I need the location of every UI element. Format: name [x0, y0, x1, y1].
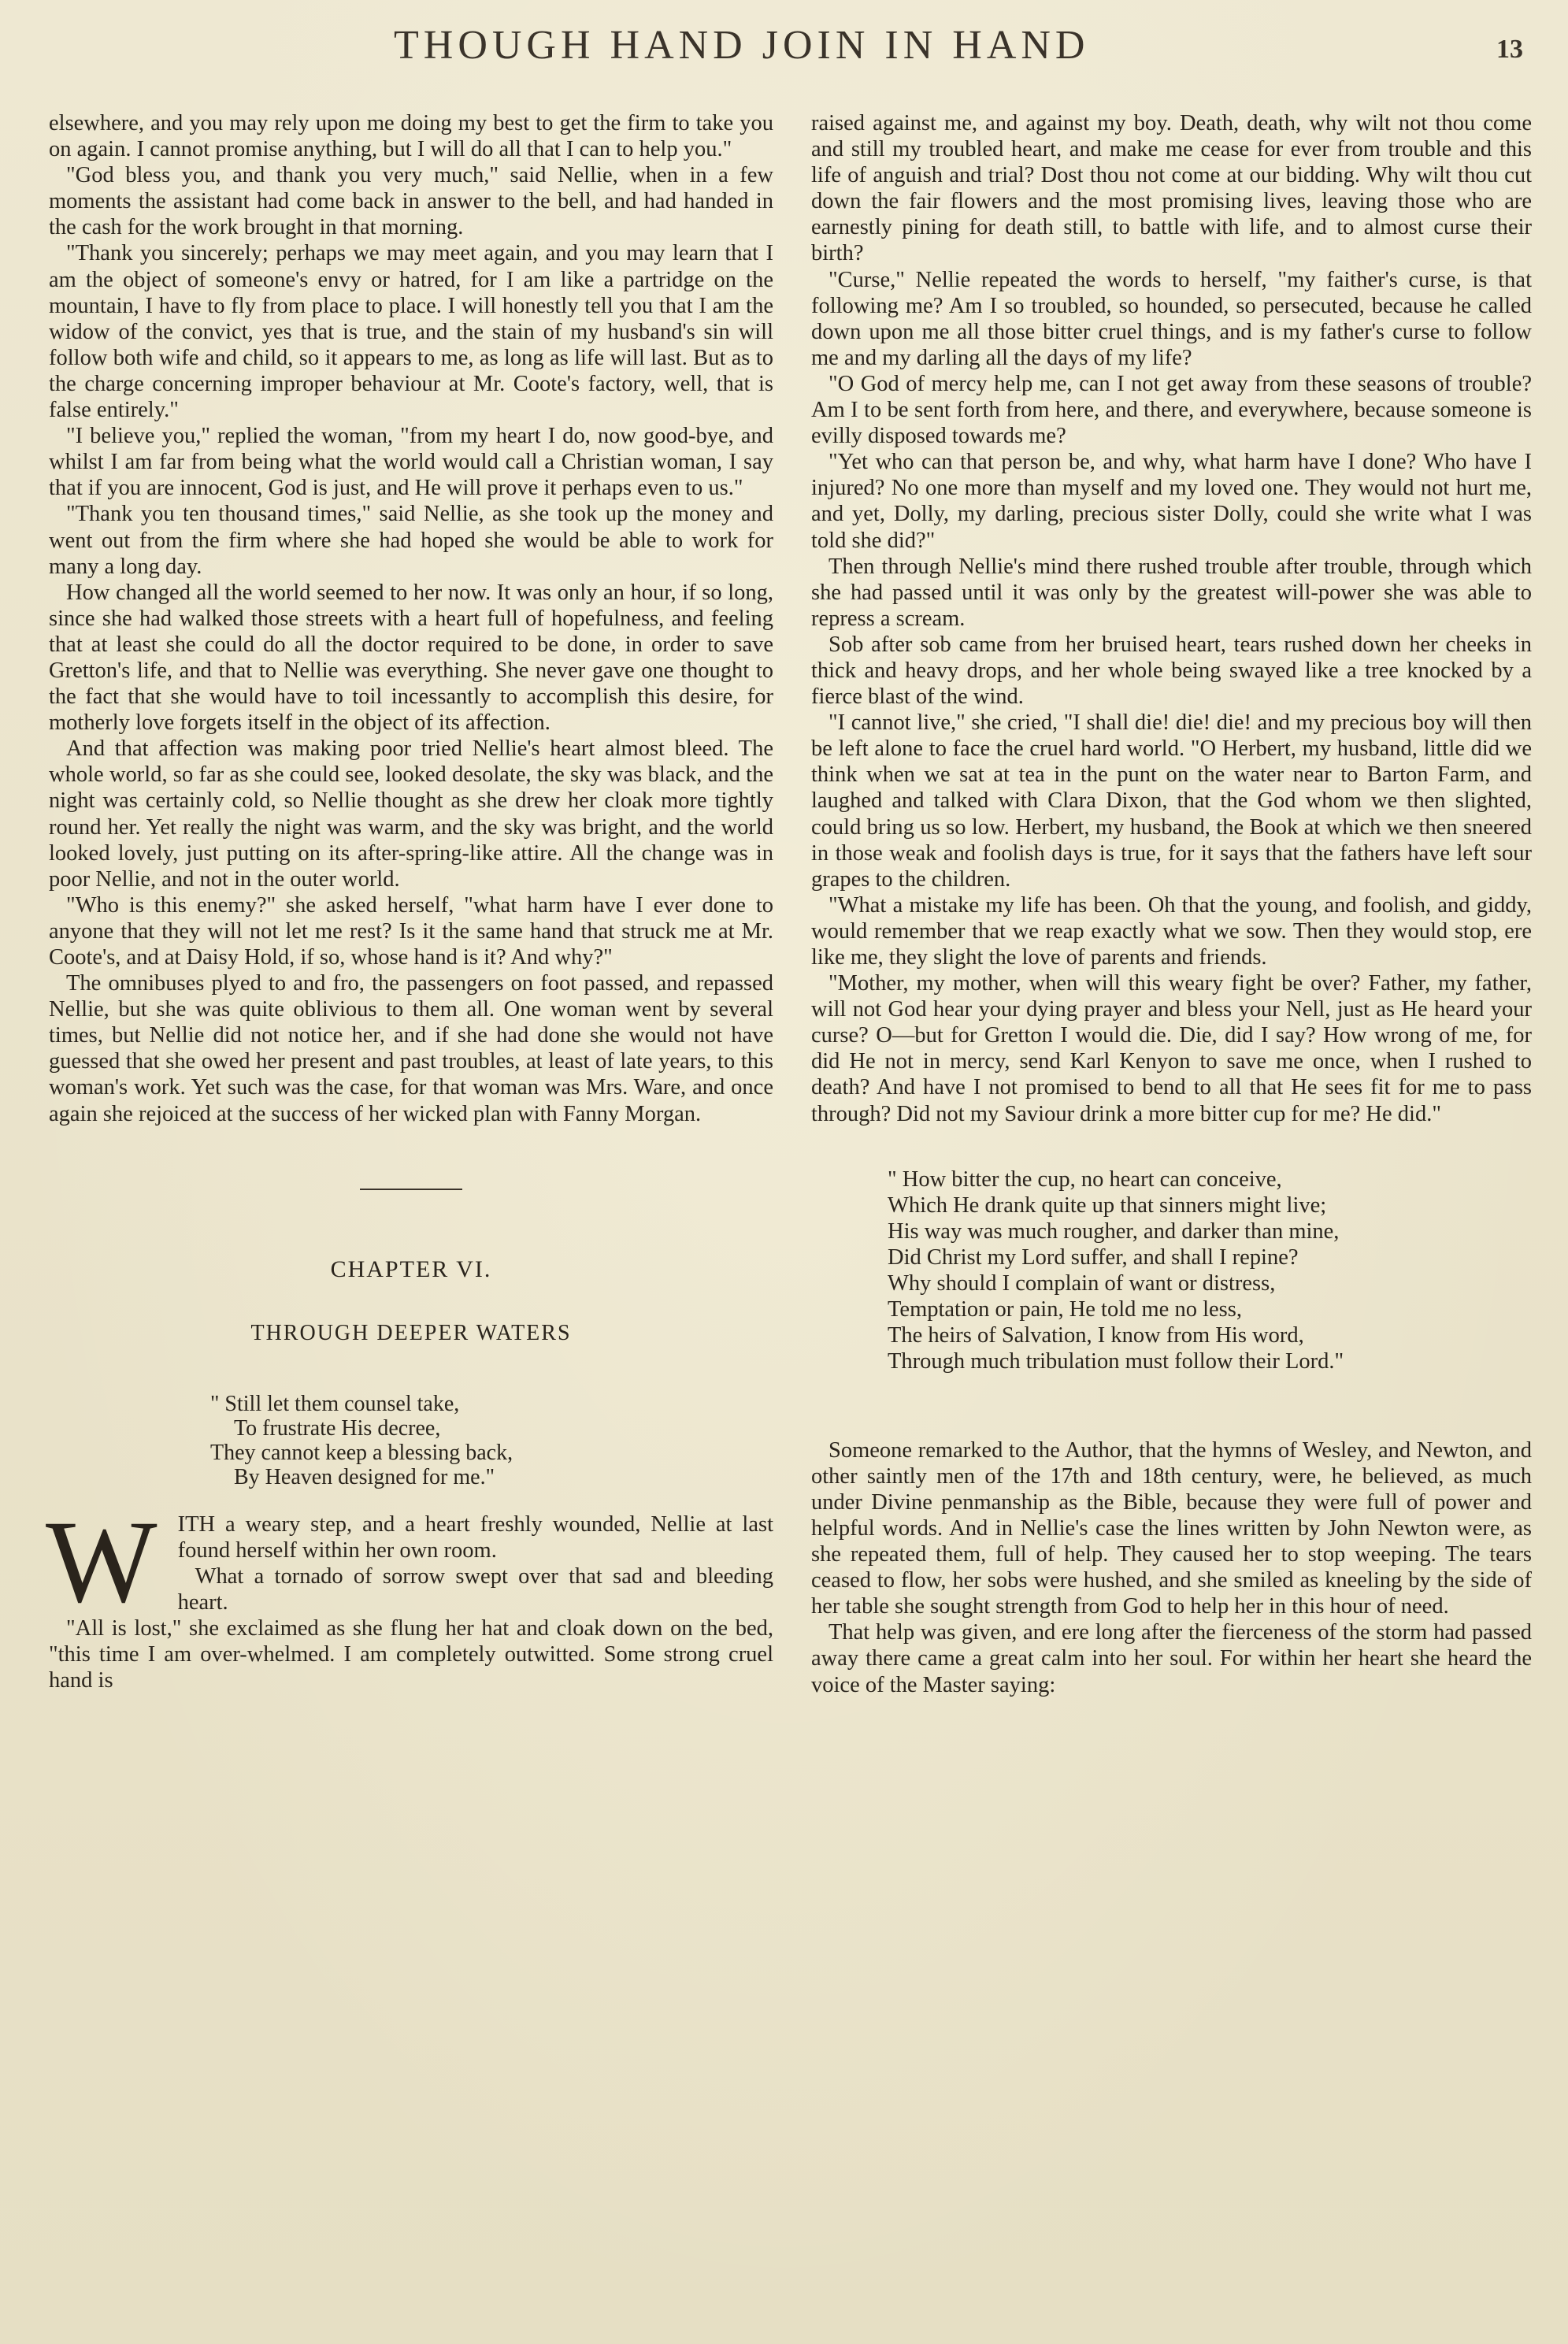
paragraph: How changed all the world seemed to her now. It was only an hour, if so long, since she had walked those streets with a heart full of hopefulness, and feeling that at least she could do all the doctor required to be done, in order to save Gretton's life, and that to Nellie was everything. She never gave one thought to the fact that she would have to toil incessantly to accomplish this desire, for motherly love forgets itself in the object of its affection. — [49, 580, 773, 736]
paragraph: raised against me, and against my boy. Death, death, why wilt not thou come and still my troubled heart, and make me cease for ever from trouble and this life of anguish and trial? Dost thou not come at our bidding. Why wilt thou cut down the fair flowers and the most promising lives, leaving those who are earnestly pining for death still, to battle with life, and to almost curse their birth? — [811, 111, 1532, 266]
poem-line: His way was much rougher, and darker than mine, — [888, 1218, 1340, 1244]
epigraph-line: By Heaven designed for me." — [234, 1464, 495, 1489]
paragraph: "What a mistake my life has been. Oh that the young, and foolish, and giddy, would remember that we reap exactly what we sow. Then they would stop, ere like me, they slight the love of parents and friends. — [811, 892, 1532, 970]
paragraph: What a tornado of sorrow swept over that sad and bleeding heart. — [177, 1564, 773, 1615]
poem-line: The heirs of Salvation, I know from His word, — [888, 1322, 1304, 1348]
paragraph: "Thank you sincerely; perhaps we may meet again, and you may learn that I am the object of someone's envy or hatred, for I am like a partridge on the mountain, I have to fly from place to place. I will honestly tell you that I am the widow of the convict, yes that is true, and the stain of my husband's sin will follow both wife and child, so it appears to me, as long as life will last. But as to the charge concerning improper behaviour at Mr. Coote's factory, well, that is false entirely." — [49, 241, 773, 423]
section-divider — [360, 1189, 462, 1190]
poem-line: Temptation or pain, He told me no less, — [888, 1296, 1242, 1322]
right-column — [811, 110, 1532, 1698]
paragraph: "Curse," Nellie repeated the words to herself, "my faither's curse, is that following me? Am I so troubled, so hounded, so persecuted, because he called down upon me all those bitter cruel things, and is my father's curse to follow me and my darling all the days of my life? — [811, 267, 1532, 370]
paragraph: That help was given, and ere long after the fierceness of the storm had passed away there came a great calm into her soul. For within her heart she heard the voice of the Master saying: — [811, 1620, 1532, 1697]
left-column — [46, 110, 773, 1694]
poem-line: Through much tribulation must follow their Lord." — [888, 1348, 1344, 1374]
epigraph-line: " Still let them counsel take, — [210, 1391, 460, 1416]
epigraph — [49, 1392, 773, 1489]
epigraph-line: To frustrate His decree, — [234, 1415, 441, 1441]
paragraph: elsewhere, and you may rely upon me doing my best to get the firm to take you on again. I cannot promise anything, but I will do all that I can to help you." — [49, 111, 773, 162]
paragraph: "I cannot live," she cried, "I shall die! die! die! and my precious boy will then be left alone to face the cruel hard world. "O Herbert, my husband, little did we think when we sat at tea in the punt on the water near to Barton Farm, and laughed and talked with Clara Dixon, that the God whom we then slighted, could bring us so low. Herbert, my husband, the Book at which we then sneered in those weak and foolish days is true, for it says that the fathers have left sour grapes to the children. — [811, 710, 1532, 892]
paragraph: "All is lost," she exclaimed as she flung her hat and cloak down on the bed, "this time I am over-whelmed. I am completely outwitted. Some strong cruel hand is — [49, 1616, 773, 1693]
poem-line: Which He drank quite up that sinners might live; — [888, 1192, 1327, 1218]
chapter-number: CHAPTER VI. — [330, 1255, 492, 1282]
page-number: 13 — [1496, 35, 1523, 64]
paragraph: "God bless you, and thank you very much," said Nellie, when in a few moments the assistant had come back in answer to the bell, and had handed in the cash for the work brought in that morning. — [49, 163, 773, 240]
paragraph: The omnibuses plyed to and fro, the passengers on foot passed, and repassed Nellie, but she was quite oblivious to them all. One woman went by several times, but Nellie did not notice her, and if she had done she would not have guessed that she owed her present and past troubles, at least of late years, to this woman's work. Yet such was the case, for that woman was Mrs. Ware, and once again she rejoiced at the success of her wicked plan with Fanny Morgan. — [49, 971, 773, 1126]
paragraph: Someone remarked to the Author, that the hymns of Wesley, and Newton, and other saintly men of the 17th and 18th century, were, he believed, as much under Divine penmanship as the Bible, because they were full of power and helpful words. And in Nellie's case the lines written by John Newton were, as she repeated them, full of help. They caused her to stop weeping. The tears ceased to flow, her sobs were hushed, and she smiled as kneeling by the side of her table she sought strength from God to help her in this hour of need. — [811, 1437, 1532, 1619]
paragraph: "I believe you," replied the woman, "from my heart I do, now good-bye, and whilst I am far from being what the world would call a Christian woman, I say that if you are innocent, God is just, and He will prove it perhaps even to us." — [49, 424, 773, 501]
poem-line: Why should I complain of want or distress, — [888, 1270, 1276, 1296]
hymn-quotation — [811, 1166, 1532, 1374]
chapter-opening — [46, 1496, 773, 1694]
poem-line: " How bitter the cup, no heart can conceive, — [888, 1166, 1282, 1192]
paragraph: ITH a weary step, and a heart freshly wounded, Nellie at last found herself within her own room. — [177, 1511, 773, 1563]
poem-line: Did Christ my Lord suffer, and shall I repine? — [888, 1244, 1299, 1270]
paragraph: And that affection was making poor tried Nellie's heart almost bleed. The whole world, so far as she could see, looked desolate, the sky was black, and the night was certainly cold, so Nellie thought as she drew her cloak more tightly round her. Yet really the night was warm, and the sky was bright, and the world looked lovely, just putting on its after-spring-like attire. All the change was in poor Nellie, and not in the outer world. — [49, 736, 773, 892]
paragraph: "O God of mercy help me, can I not get away from these seasons of trouble? Am I to be sent forth from here, and there, and everywhere, because someone is evilly disposed towards me? — [811, 371, 1532, 449]
running-header-title: THOUGH HAND JOIN IN HAND — [394, 23, 1090, 68]
drop-cap: W — [46, 1496, 158, 1627]
chapter-title: THROUGH DEEPER WATERS — [250, 1320, 572, 1345]
paragraph: Then through Nellie's mind there rushed trouble after trouble, through which she had passed until it was only by the greatest will-power she was able to repress a scream. — [811, 554, 1532, 631]
paragraph: "Who is this enemy?" she asked herself, "what harm have I ever done to anyone that they will not let me rest? Is it the same hand that struck me at Mr. Coote's, and at Daisy Hold, if so, whose hand is it? And why?" — [49, 892, 773, 970]
paragraph: "Yet who can that person be, and why, what harm have I done? Who have I injured? No one more than myself and my loved one. They would not hurt me, and yet, Dolly, my darling, precious sister Dolly, could she write what I was told she did?" — [811, 450, 1532, 553]
epigraph-line: They cannot keep a blessing back, — [210, 1440, 513, 1465]
paragraph: "Thank you ten thousand times," said Nellie, as she took up the money and went out from the firm where she had hoped she would be able to work for many a long day. — [49, 502, 773, 579]
paragraph: "Mother, my mother, when will this weary fight be over? Father, my father, will not God hear your dying prayer and bless your Nell, just as He heard your curse? O—but for Gretton I would die. Die, did I say? How wrong of me, for did He not in mercy, send Karl Kenyon to save me once, when I rushed to death? And have I not promised to bend to all that He sees fit for me to pass through? Did not my Saviour drink a more bitter cup for me? He did." — [811, 971, 1532, 1126]
paragraph: Sob after sob came from her bruised heart, tears rushed down her cheeks in thick and heavy drops, and her whole being swayed like a tree knocked by a fierce blast of the wind. — [811, 632, 1532, 710]
